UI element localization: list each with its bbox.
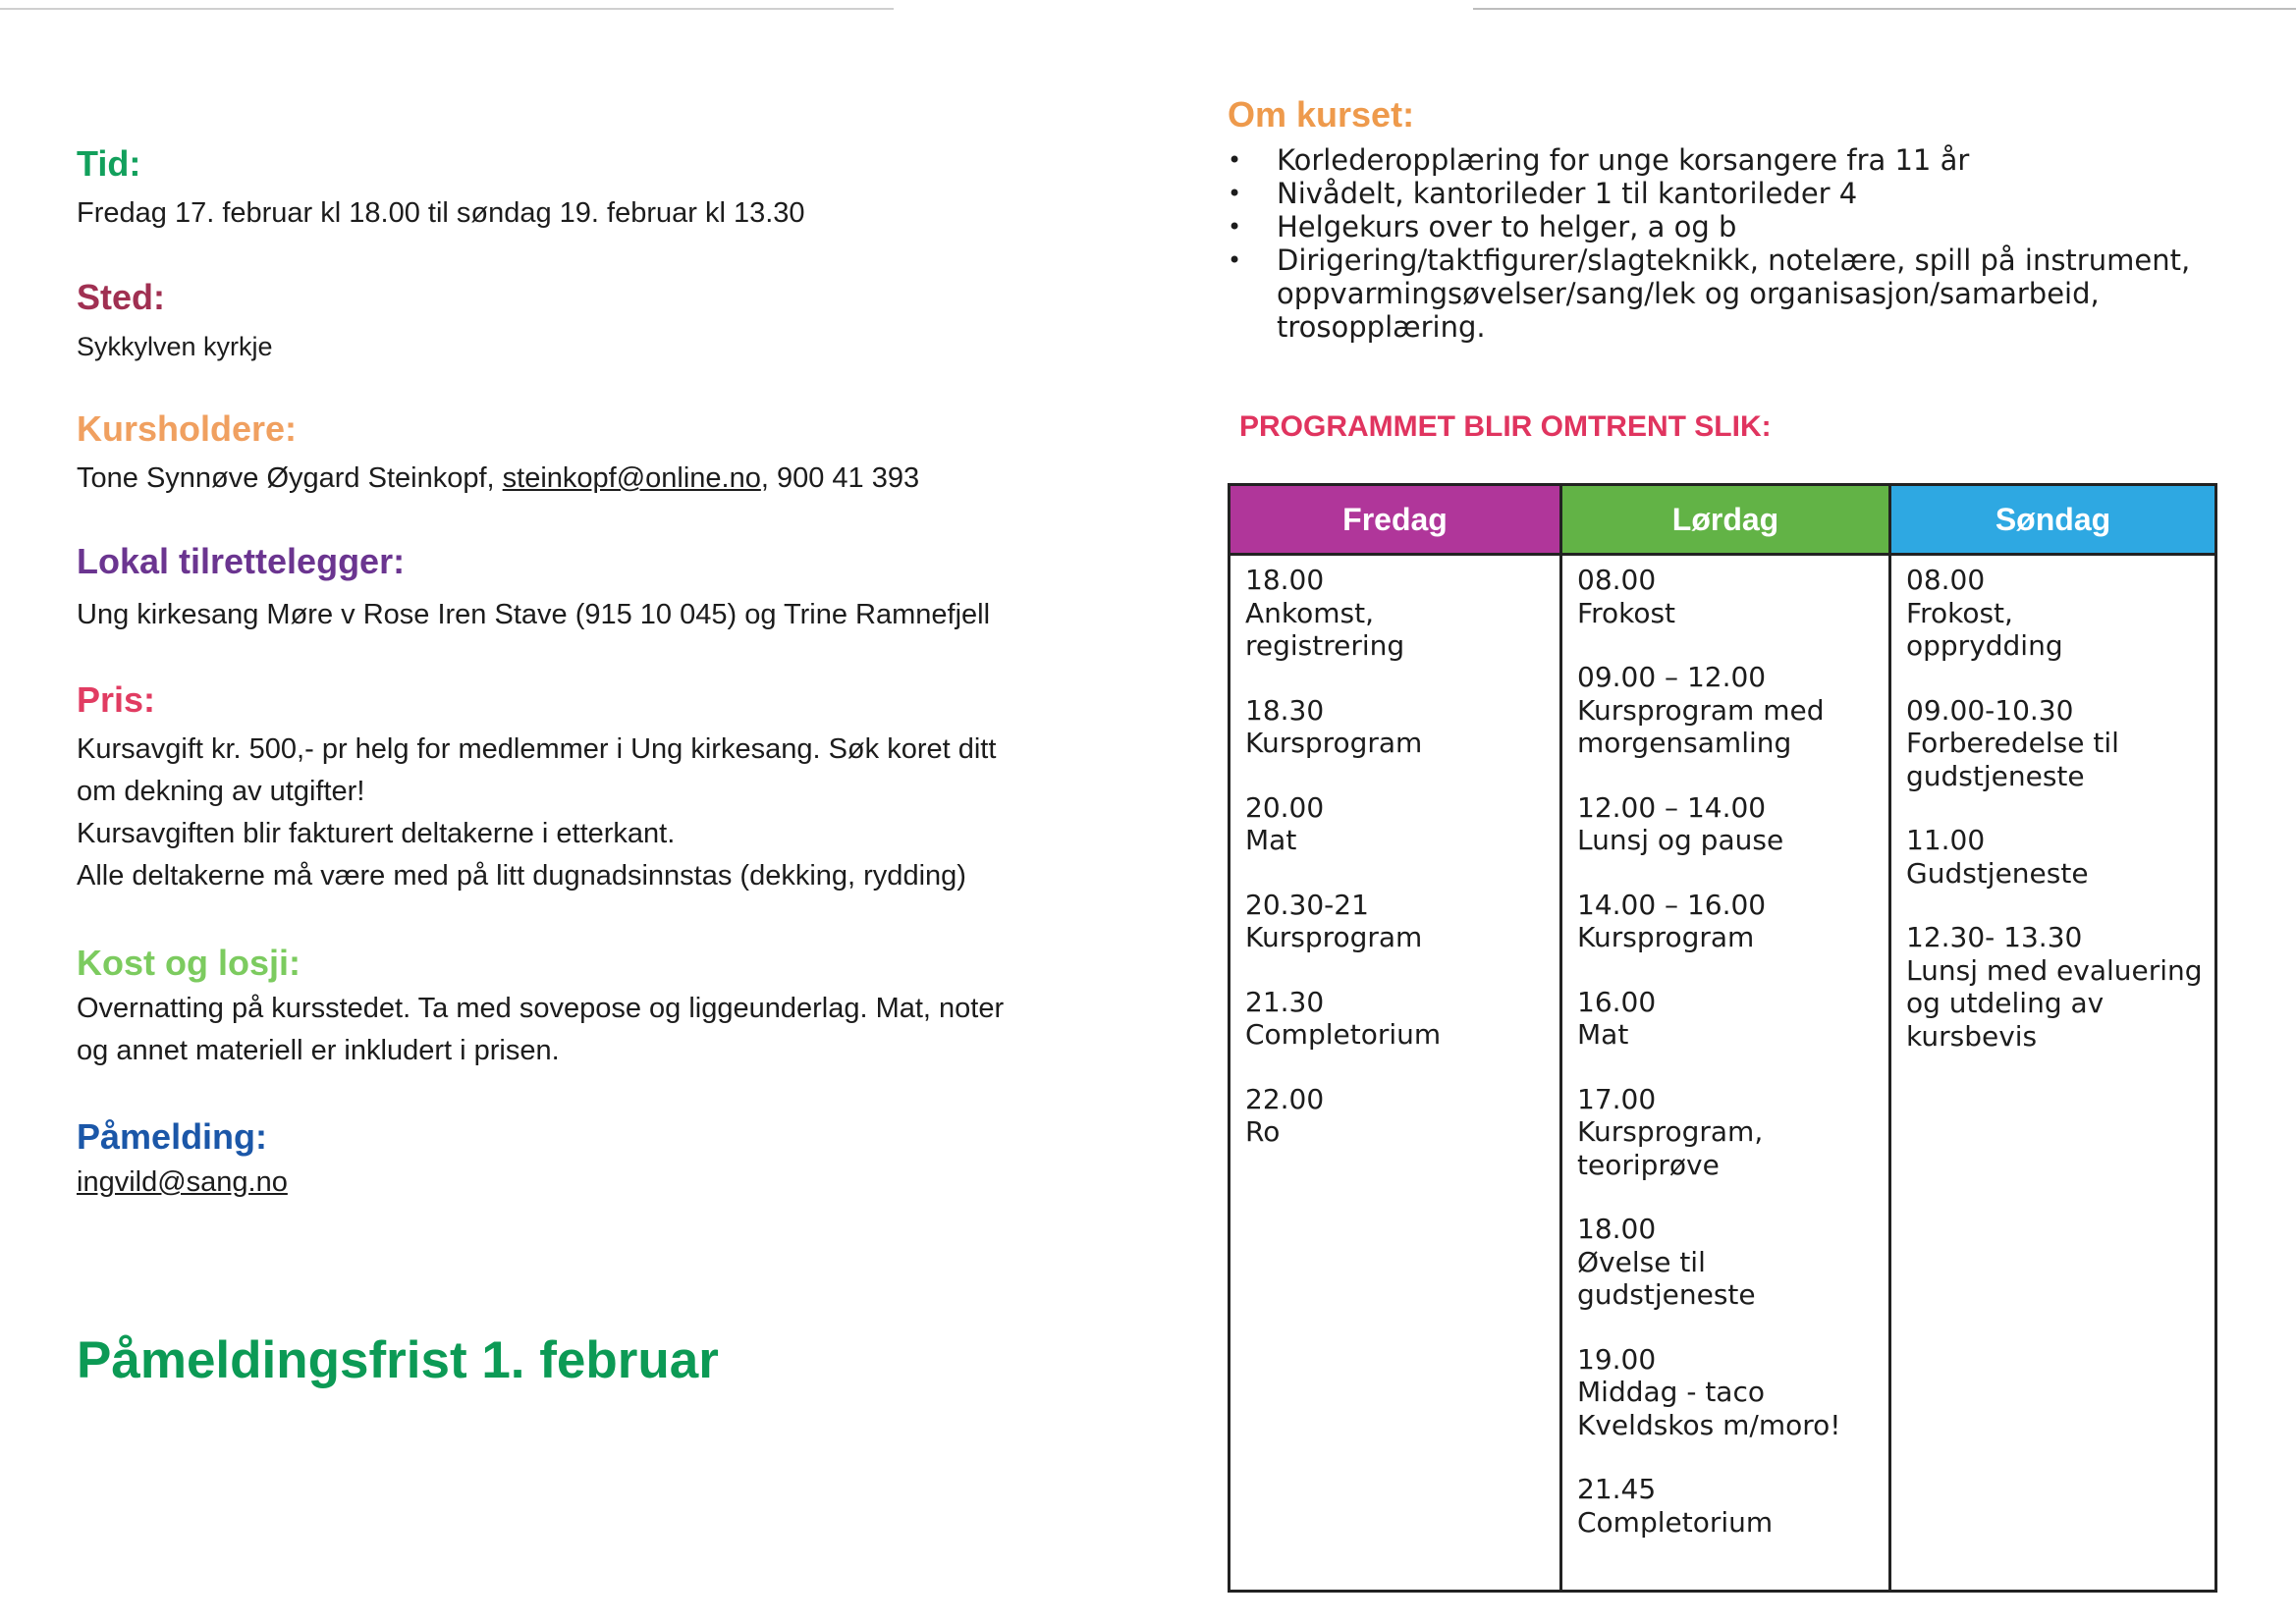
schedule-entry: 21.30 Completorium — [1245, 985, 1442, 1051]
column-header-fredag: Fredag — [1230, 486, 1559, 556]
pamelding-email-link[interactable]: ingvild@sang.no — [77, 1166, 288, 1198]
tid-heading: Tid: — [77, 143, 141, 184]
section-pris — [77, 679, 996, 897]
kursholdere-text — [77, 458, 919, 500]
schedule-entry: 17.00 Kursprogram, teoriprøve — [1577, 1082, 1764, 1181]
top-rule-right — [1473, 8, 2296, 10]
schedule-entry: 20.00 Mat — [1245, 790, 1325, 856]
schedule-entry: 19.00 Middag - taco Kveldskos m/moro! — [1577, 1342, 1841, 1441]
pris-line: om dekning av utgifter! — [77, 776, 365, 807]
schedule-entry: 22.00 Ro — [1245, 1082, 1325, 1148]
pris-text — [77, 729, 996, 897]
kost-text — [77, 988, 1004, 1072]
schedule-entry: 21.45 Completorium — [1577, 1473, 1774, 1539]
kursholdere-name: Tone Synnøve Øygard Steinkopf, — [77, 462, 503, 494]
kursholdere-phone: , 900 41 393 — [760, 462, 920, 494]
section-lokal — [77, 541, 990, 636]
tid-text: Fredag 17. februar kl 18.00 til søndag 19. februar kl 13.30 — [77, 197, 805, 229]
lokal-text: Ung kirkesang Møre v Rose Iren Stave (915 10 045) og Trine Ramnefjell — [77, 599, 991, 630]
schedule-entry: 18.00 Ankomst, registrering — [1245, 564, 1405, 662]
section-sted — [77, 277, 273, 368]
schedule-entry: 18.00 Øvelse til gudstjeneste — [1577, 1213, 1756, 1311]
program-heading: PROGRAMMET BLIR OMTRENT SLIK: — [1239, 410, 1772, 443]
pamelding-heading: Påmelding: — [77, 1116, 268, 1157]
pamelding-email-wrap — [77, 1162, 288, 1204]
sted-heading: Sted: — [77, 277, 165, 317]
schedule-entry: 18.30 Kursprogram — [1245, 693, 1423, 759]
kost-line: og annet materiell er inkludert i prisen. — [77, 1035, 560, 1066]
pris-line: Kursavgift kr. 500,- pr helg for medlemmer i Ung kirkesang. Søk koret ditt — [77, 733, 997, 765]
section-kursholdere — [77, 408, 919, 500]
section-kost — [77, 943, 1004, 1072]
schedule-entry: 20.30-21 Kursprogram — [1245, 888, 1423, 953]
section-tid — [77, 143, 805, 235]
column-header-lordag: Lørdag — [1562, 486, 1888, 556]
schedule-entry: 16.00 Mat — [1577, 985, 1657, 1051]
lokal-heading: Lokal tilrettelegger: — [77, 541, 406, 581]
kursholdere-email-link[interactable]: steinkopf@online.no — [502, 462, 761, 494]
kursholdere-heading: Kursholdere: — [77, 408, 298, 449]
schedule-entry: 11.00 Gudstjeneste — [1906, 824, 2089, 890]
schedule-entry: 14.00 – 16.00 Kursprogram — [1577, 888, 1767, 953]
section-pamelding — [77, 1116, 288, 1204]
schedule-column-sondag — [1888, 486, 2214, 1590]
bullet-item: • Nivådelt, kantorileder 1 til kantorileder 4 — [1228, 177, 2210, 210]
sted-text: Sykkylven kyrkje — [77, 332, 273, 361]
bullet-item: • Helgekurs over to helger, a og b — [1228, 210, 2210, 243]
entries-lordag — [1562, 556, 1888, 1539]
pris-heading: Pris: — [77, 679, 156, 720]
schedule-entry: 12.00 – 14.00 Lunsj og pause — [1577, 790, 1784, 856]
schedule-table — [1228, 483, 2217, 1593]
entries-sondag — [1891, 556, 2214, 1053]
schedule-entry: 09.00-10.30 Forberedelse til gudstjeneste — [1906, 693, 2119, 792]
bullet-item: • Korlederopplæring for unge korsangere fra 11 år — [1228, 143, 2210, 177]
kost-line: Overnatting på kursstedet. Ta med sovepose og liggeunderlag. Mat, noter — [77, 993, 1005, 1024]
pris-line: Alle deltakerne må være med på litt dugnadsinnstas (dekking, rydding) — [77, 860, 966, 892]
schedule-column-lordag — [1559, 486, 1888, 1590]
schedule-entry: 09.00 – 12.00 Kursprogram med morgensamling — [1577, 661, 1825, 759]
entries-fredag — [1230, 556, 1559, 1149]
kost-heading: Kost og losji: — [77, 943, 301, 983]
column-header-sondag: Søndag — [1891, 486, 2214, 556]
schedule-entry: 08.00 Frokost, opprydding — [1906, 564, 2063, 662]
deadline-heading: Påmeldingsfrist 1. februar — [77, 1331, 719, 1389]
om-kurset-heading: Om kurset: — [1228, 94, 1415, 135]
pris-line: Kursavgiften blir fakturert deltakerne i etterkant. — [77, 818, 676, 849]
schedule-entry: 08.00 Frokost — [1577, 564, 1676, 629]
course-bullet-list — [1228, 143, 2210, 344]
bullet-item: • Dirigering/taktfigurer/slagteknikk, notelære, spill på instrument, oppvarmingsøvelser/sang/lek og organisasjon/samarbeid, trosopplæring. — [1228, 243, 2210, 344]
schedule-entry: 12.30- 13.30 Lunsj med evaluering og utdeling av kursbevis — [1906, 921, 2203, 1053]
top-rule-left — [0, 8, 894, 10]
schedule-column-fredag — [1230, 486, 1559, 1590]
